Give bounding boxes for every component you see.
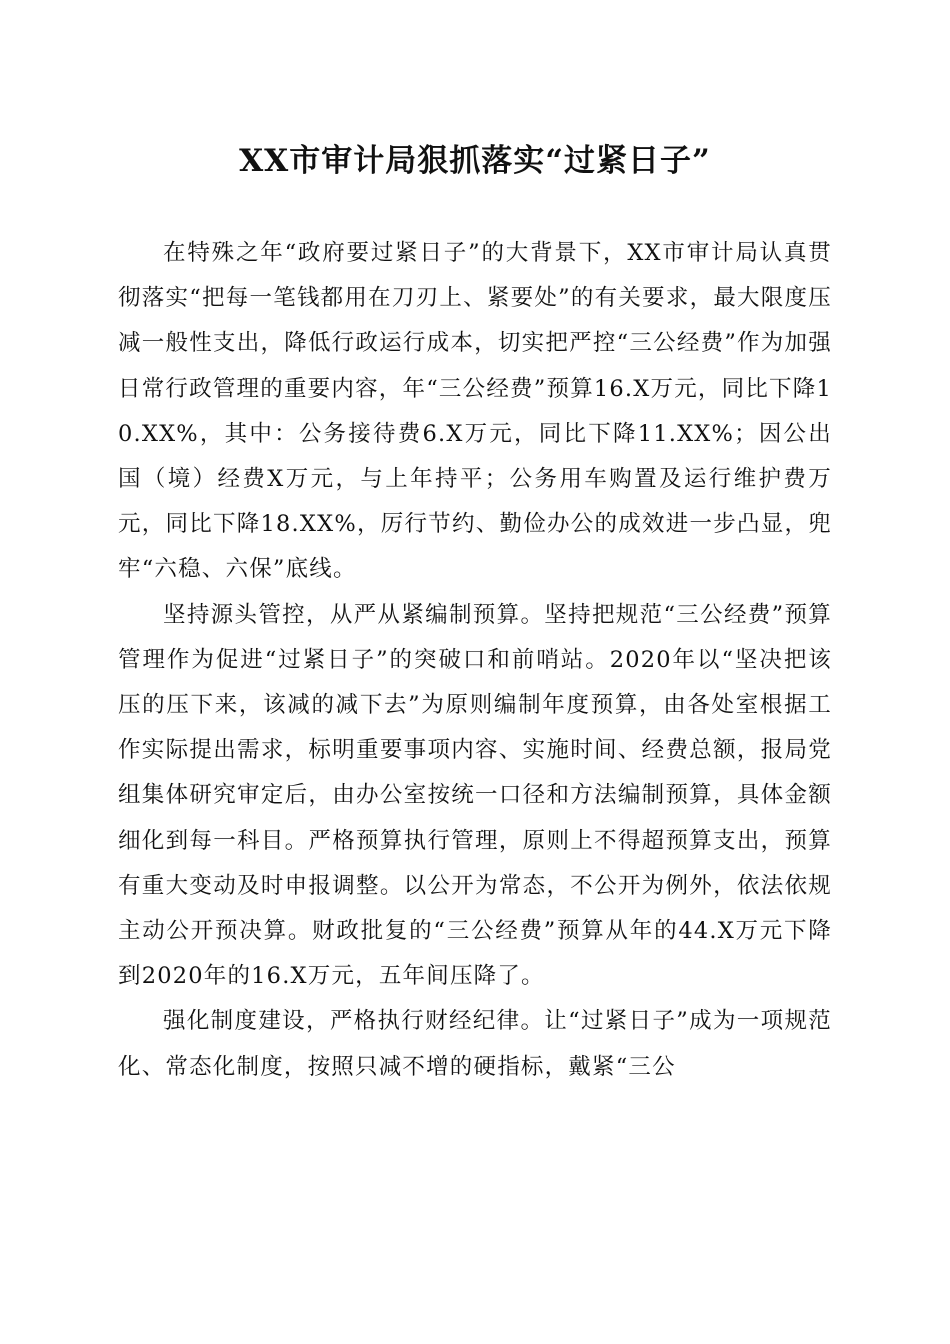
paragraph-system-building: 强化制度建设，严格执行财经纪律。让“过紧日子”成为一项规范化、常态化制度，按照只减不增的硬指标，戴紧“三公 [118, 1008, 832, 1080]
paragraph-intro: 在特殊之年“政府要过紧日子”的大背景下，XX市审计局认真贯彻落实“把每一笔钱都用在刀刃上、紧要处”的有关要求，最大限度压减一般性支出，降低行政运行成本，切实把严控“三公经费”作为加强日常行政管理的重要内容，年“三公经费”预算16.X万元，同比下降10.XX%，其中：公务接待费6.X万元，同比下降11.XX%；因公出国（境）经费X万元，与上年持平；公务用车购置及运行维护费万元，同比下降18.XX%，厉行节约、勤俭办公的成效进一步凸显，兜牢“六稳、六保”底线。 [118, 240, 832, 583]
document-body [118, 231, 832, 1090]
paragraph-budget-control: 坚持源头管控，从严从紧编制预算。坚持把规范“三公经费”预算管理作为促进“过紧日子”的突破口和前哨站。2020年以“坚决把该压的压下来，该减的减下去”为原则编制年度预算，由各处室根据工作实际提出需求，标明重要事项内容、实施时间、经费总额，报局党组集体研究审定后，由办公室按统一口径和方法编制预算，具体金额细化到每一科目。严格预算执行管理，原则上不得超预算支出，预算有重大变动及时申报调整。以公开为常态，不公开为例外，依法依规主动公开预决算。财政批复的“三公经费”预算从年的44.X万元下降到2020年的16.X万元，五年间压降了。 [118, 601, 832, 990]
document-title: XX市审计局狠抓落实“过紧日子” [239, 143, 711, 179]
